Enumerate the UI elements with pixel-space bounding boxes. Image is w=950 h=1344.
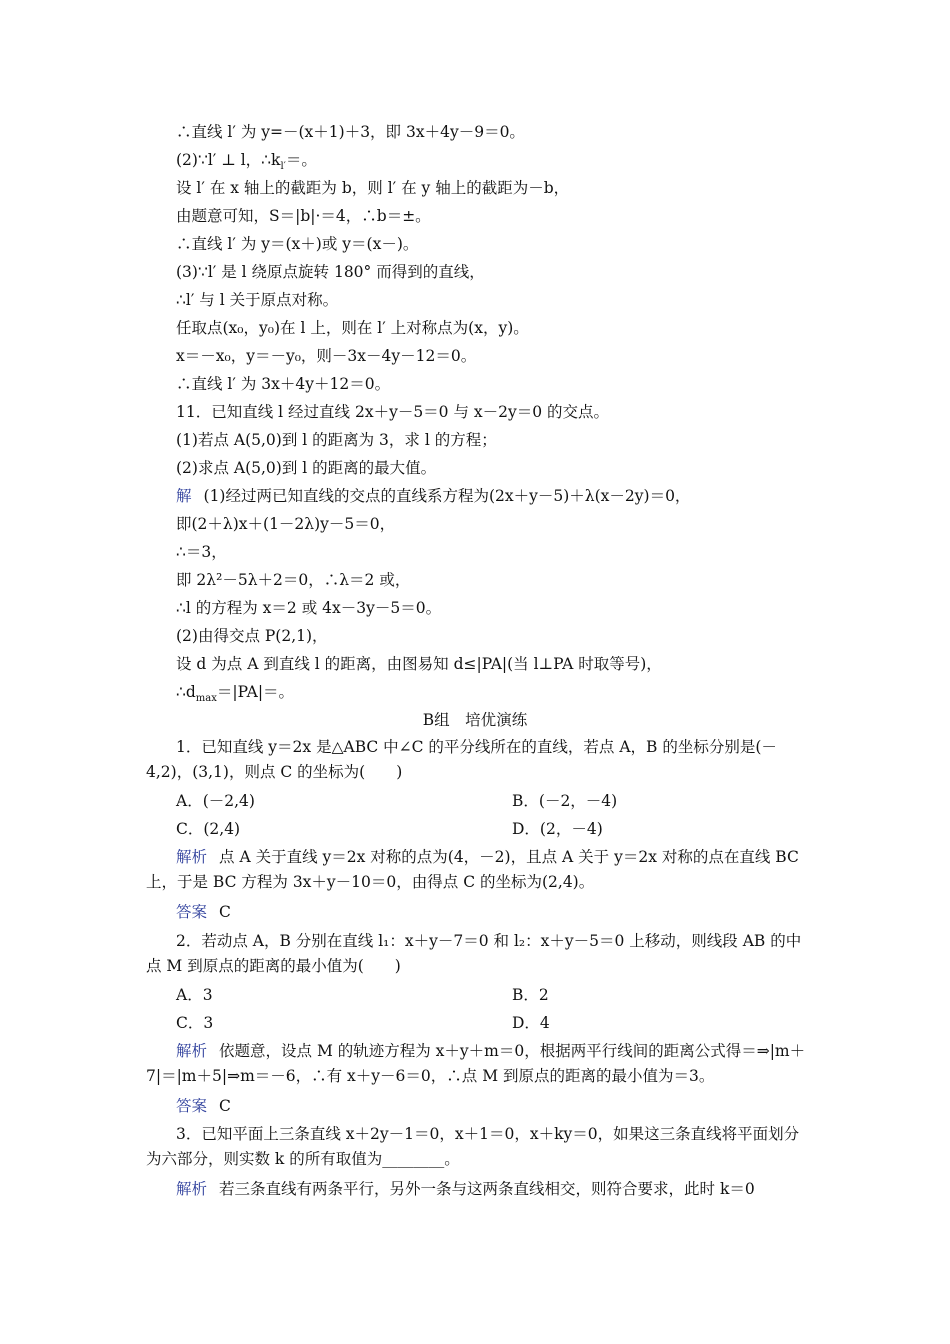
analysis-2: 解析 依题意，设点 M 的轨迹方程为 x＋y＋m＝0，根据两平行线间的距离公式得＝⇒|m＋7|＝|m＋5|⇒m＝－6，∴有 x＋y－6＝0，∴点 M 到原点的距离的最小值为＝3。 <box>146 1042 806 1085</box>
question-2: 2．若动点 A，B 分别在直线 l₁：x＋y－7＝0 和 l₂：x＋y－5＝0 上移动，则线段 AB 的中点 M 到原点的距离的最小值为( ) <box>146 932 802 975</box>
text-line: 即(2＋λ)x＋(1－2λ)y－5＝0， <box>176 515 396 533</box>
text-line: (2)∵l′ ⊥ l，$\therefore k_{l'}=$。 <box>176 151 317 173</box>
analysis-label: 解析 <box>176 1042 208 1060</box>
option-d: D．4 <box>512 1014 550 1032</box>
text-line: 设 d 为点 A 到直线 l 的距离，由图易知 d≤|PA|(当 l⊥PA 时取等号)， <box>176 655 662 673</box>
analysis-label: 解析 <box>176 1180 208 1198</box>
option-d: D．(2，－4) <box>512 820 603 838</box>
analysis-3: 解析 若三条直线有两条平行，另外一条与这两条直线相交，则符合要求，此时 k＝0 <box>176 1180 755 1198</box>
solution-line: 解 (1)经过两已知直线的交点的直线系方程为(2x＋y－5)＋λ(x－2y)＝0， <box>176 487 691 505</box>
text-line: 由题意可知，S＝|b|·＝4，∴b＝±。 <box>176 207 431 225</box>
analysis-label: 解析 <box>176 848 208 866</box>
option-a: A．3 <box>176 986 213 1004</box>
question-3: 3．已知平面上三条直线 x＋2y－1＝0，x＋1＝0，x＋ky＝0，如果这三条直线将平面划分为六部分，则实数 k 的所有取值为________。 <box>146 1125 800 1168</box>
answer-2: 答案 C <box>176 1097 231 1115</box>
text-line: ∴l 的方程为 x＝2 或 4x－3y－5＝0。 <box>176 599 442 617</box>
text-line: ∴＝3， <box>176 543 227 561</box>
text-line: 即 2λ²－5λ＋2＝0，∴λ＝2 或， <box>176 571 411 589</box>
text-line: (1)若点 A(5,0)到 l 的距离为 3，求 l 的方程； <box>176 431 497 449</box>
answer-label: 答案 <box>176 903 208 921</box>
solution-label: 解 <box>176 487 192 505</box>
text-line: $\therefore d_{max}=|PA|=$。 <box>176 683 295 705</box>
question-1: 1．已知直线 y＝2x 是△ABC 中∠C 的平分线所在的直线，若点 A，B 的坐标分别是(－4,2)，(3,1)，则点 C 的坐标为( ) <box>146 738 777 781</box>
section-heading: B组 培优演练 <box>422 711 528 729</box>
text-line: (3)∵l′ 是 l 绕原点旋转 180° 而得到的直线， <box>176 263 485 281</box>
option-b: B．2 <box>512 986 549 1004</box>
option-c: C．(2,4) <box>176 820 241 838</box>
text-line: (2)由得交点 P(2,1)， <box>176 627 328 645</box>
option-b: B．(－2，－4) <box>512 792 618 810</box>
text-line: 任取点(x₀，y₀)在 l 上，则在 l′ 上对称点为(x，y)。 <box>176 319 529 337</box>
text-line: ∴直线 l′ 为 3x＋4y＋12＝0。 <box>176 375 391 393</box>
option-c: C．3 <box>176 1014 214 1032</box>
option-a: A．(－2,4) <box>176 792 255 810</box>
question-11: 11．已知直线 l 经过直线 2x＋y－5＝0 与 x－2y＝0 的交点。 <box>176 403 610 421</box>
answer-label: 答案 <box>176 1097 208 1115</box>
analysis-1: 解析 点 A 关于直线 y＝2x 对称的点为(4，－2)，且点 A 关于 y＝2x 对称的点在直线 BC 上，于是 BC 方程为 3x＋y－10＝0，由得点 C 的坐标为(2,4)。 <box>146 848 799 891</box>
text-line: 设 l′ 在 x 轴上的截距为 b，则 l′ 在 y 轴上的截距为－b， <box>176 179 570 197</box>
answer-1: 答案 C <box>176 903 231 921</box>
text-line: ∴直线 l′ 为 y=－(x＋1)＋3，即 3x＋4y－9＝0。 <box>176 123 525 141</box>
text-line: x＝－x₀，y＝－y₀，则－3x－4y－12＝0。 <box>176 347 477 365</box>
text-line: ∴l′ 与 l 关于原点对称。 <box>176 291 339 309</box>
text-line: ∴直线 l′ 为 y＝(x＋)或 y＝(x－)。 <box>176 235 419 253</box>
text-line: (2)求点 A(5,0)到 l 的距离的最大值。 <box>176 459 437 477</box>
